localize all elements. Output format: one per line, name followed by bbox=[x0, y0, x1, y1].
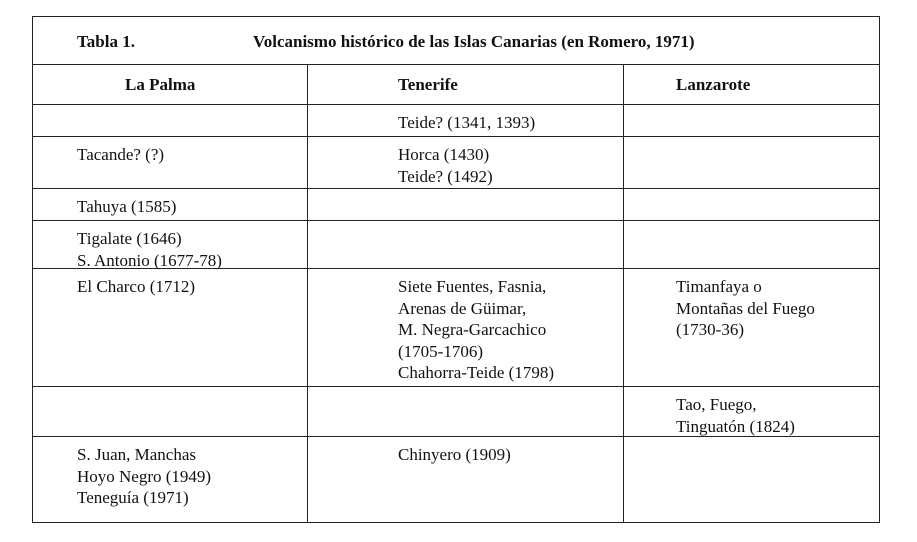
cell-tenerife bbox=[308, 269, 624, 386]
cell-line: S. Juan, Manchas bbox=[77, 445, 196, 464]
cell-la-palma bbox=[33, 269, 308, 386]
cell-lanzarote bbox=[624, 189, 878, 220]
header-lanzarote: Lanzarote bbox=[676, 75, 751, 94]
cell-line: Teide? (1341, 1393) bbox=[398, 113, 536, 132]
cell-tenerife bbox=[308, 221, 624, 268]
cell-la-palma bbox=[33, 387, 308, 436]
cell-tenerife bbox=[308, 387, 624, 436]
cell-line: Montañas del Fuego bbox=[676, 298, 815, 318]
cell-la-palma bbox=[33, 189, 308, 220]
cell-tenerife bbox=[308, 437, 624, 523]
cell-line: Arenas de Güimar, bbox=[398, 298, 527, 318]
table-row bbox=[33, 387, 879, 437]
volcanism-table bbox=[32, 16, 880, 523]
cell-lanzarote bbox=[624, 437, 878, 523]
table-caption bbox=[33, 17, 879, 65]
table-row bbox=[33, 105, 879, 137]
header-tenerife: Tenerife bbox=[308, 64, 624, 104]
cell-line: Tigalate (1646) bbox=[77, 229, 182, 248]
cell-line: Timanfaya o bbox=[676, 277, 762, 296]
cell-line: Tinguatón (1824) bbox=[676, 416, 795, 436]
table-row bbox=[33, 189, 879, 221]
cell-line: M. Negra-Garcachico bbox=[398, 320, 547, 339]
cell-line: Siete Fuentes, Fasnia, bbox=[398, 277, 547, 296]
table-label: Tabla 1. bbox=[77, 32, 135, 51]
cell-line: Tacande? (?) bbox=[77, 145, 165, 164]
cell-la-palma bbox=[33, 137, 308, 188]
cell-la-palma bbox=[33, 221, 308, 268]
cell-line: Tahuya (1585) bbox=[77, 197, 177, 216]
cell-line: Chahorra-Teide (1798) bbox=[398, 363, 554, 382]
cell-line: El Charco (1712) bbox=[77, 277, 196, 296]
cell-line: Teide? (1492) bbox=[398, 166, 493, 186]
table-grid bbox=[33, 64, 879, 523]
cell-line: Teneguía (1971) bbox=[77, 488, 189, 507]
cell-la-palma bbox=[33, 437, 308, 523]
cell-lanzarote bbox=[624, 269, 878, 386]
cell-line: Horca (1430) bbox=[398, 145, 490, 164]
cell-tenerife bbox=[308, 189, 624, 220]
cell-la-palma bbox=[33, 105, 308, 136]
table-row bbox=[33, 137, 879, 189]
cell-line: (1705-1706) bbox=[398, 341, 483, 361]
cell-lanzarote bbox=[624, 387, 878, 436]
cell-tenerife bbox=[308, 137, 624, 188]
cell-line: Chinyero (1909) bbox=[398, 445, 511, 464]
cell-lanzarote bbox=[624, 105, 878, 136]
table-row bbox=[33, 437, 879, 523]
cell-tenerife bbox=[308, 105, 624, 136]
table-title: Volcanismo histórico de las Islas Canarias (en Romero, 1971) bbox=[253, 32, 695, 51]
cell-line: Hoyo Negro (1949) bbox=[77, 466, 212, 486]
header-la-palma: La Palma bbox=[33, 64, 308, 104]
cell-line: S. Antonio (1677-78) bbox=[77, 250, 222, 270]
cell-lanzarote bbox=[624, 221, 878, 268]
table-header-row bbox=[33, 64, 879, 105]
cell-line: (1730-36) bbox=[676, 320, 744, 339]
cell-lanzarote bbox=[624, 137, 878, 188]
table-row bbox=[33, 269, 879, 387]
cell-line: Tao, Fuego, bbox=[676, 395, 757, 414]
table-row bbox=[33, 221, 879, 269]
